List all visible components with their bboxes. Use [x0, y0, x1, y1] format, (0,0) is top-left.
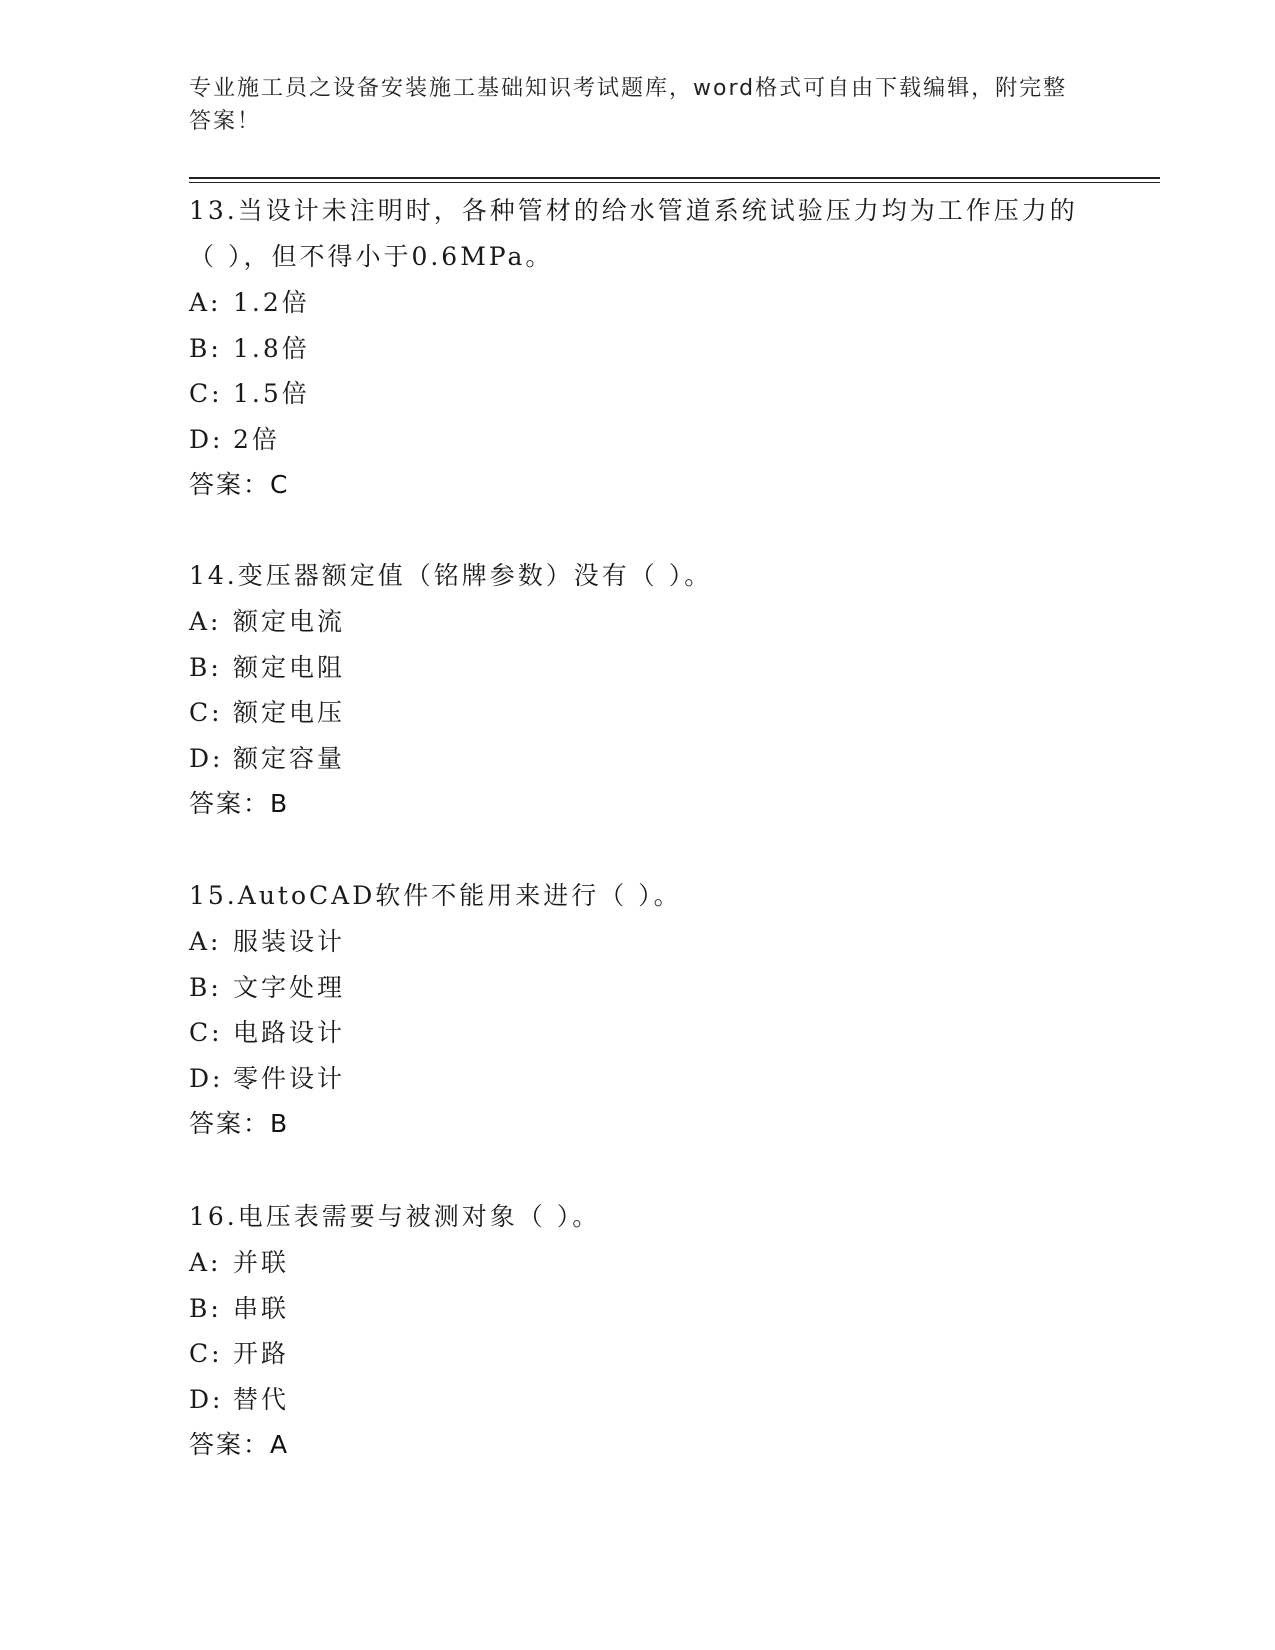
option-b	[189, 645, 1089, 691]
question-stem: 16.电压表需要与被测对象（ ）。	[189, 1202, 601, 1231]
option-a	[189, 919, 1089, 965]
option-text: 2倍	[233, 424, 280, 454]
option-c	[189, 690, 1089, 736]
question-stem: 15.AutoCAD软件不能用来进行（ ）。	[189, 881, 682, 910]
question-15	[189, 873, 1089, 1147]
option-letter: D:	[189, 424, 224, 454]
header-divider-thin	[189, 182, 1160, 183]
option-d	[189, 1056, 1089, 1102]
question-13	[189, 188, 1089, 508]
answer-line: 答案：A	[189, 1430, 290, 1459]
answer-line: 答案：B	[189, 1109, 290, 1138]
option-c	[189, 1331, 1089, 1377]
option-letter: B:	[189, 1293, 222, 1323]
option-text: 额定电流	[233, 607, 346, 636]
option-b	[189, 965, 1089, 1011]
option-letter: A:	[189, 1248, 222, 1277]
option-letter: B:	[189, 972, 222, 1002]
answer-line: 答案：B	[189, 789, 290, 818]
option-letter: A:	[189, 927, 222, 956]
option-text: 1.2倍	[233, 288, 310, 317]
document-header: 专业施工员之设备安装施工基础知识考试题库，word格式可自由下载编辑，附完整答案！	[189, 76, 1068, 134]
option-a	[189, 280, 1089, 326]
option-letter: B:	[189, 652, 222, 682]
option-text: 额定电阻	[233, 652, 346, 682]
option-text: 零件设计	[233, 1063, 346, 1093]
option-text: 电路设计	[233, 1018, 346, 1047]
option-text: 替代	[233, 1384, 290, 1414]
question-stem: 13.当设计未注明时，各种管材的给水管道系统试验压力均为工作压力的（ ），但不得小于0.6MPa。	[189, 196, 1078, 271]
option-text: 串联	[233, 1293, 290, 1323]
option-b	[189, 1286, 1089, 1332]
option-text: 服装设计	[233, 927, 346, 956]
option-text: 额定电压	[233, 698, 346, 727]
option-d	[189, 417, 1089, 463]
option-letter: D:	[189, 743, 224, 773]
option-d	[189, 736, 1089, 782]
option-a	[189, 1240, 1089, 1286]
option-list	[189, 919, 1089, 1101]
option-text: 额定容量	[233, 743, 346, 773]
header-divider-thick	[189, 177, 1160, 179]
option-c	[189, 1010, 1089, 1056]
option-list	[189, 280, 1089, 462]
option-a	[189, 599, 1089, 645]
option-b	[189, 326, 1089, 372]
option-letter: C:	[189, 1018, 223, 1047]
option-letter: A:	[189, 288, 222, 317]
option-text: 开路	[233, 1339, 290, 1368]
option-letter: A:	[189, 607, 222, 636]
option-list	[189, 1240, 1089, 1422]
option-letter: D:	[189, 1384, 224, 1414]
question-stem: 14.变压器额定值（铭牌参数）没有（ ）。	[189, 561, 713, 590]
option-text: 并联	[233, 1248, 290, 1277]
option-text: 1.8倍	[233, 333, 310, 363]
option-list	[189, 599, 1089, 781]
option-letter: C:	[189, 379, 223, 408]
option-letter: D:	[189, 1063, 224, 1093]
question-14	[189, 553, 1089, 827]
option-letter: C:	[189, 1339, 223, 1368]
answer-line: 答案：C	[189, 470, 290, 499]
option-d	[189, 1377, 1089, 1423]
option-text: 文字处理	[233, 972, 346, 1002]
option-text: 1.5倍	[233, 379, 310, 408]
option-letter: C:	[189, 698, 223, 727]
option-letter: B:	[189, 333, 222, 363]
question-16	[189, 1194, 1089, 1468]
option-c	[189, 371, 1089, 417]
